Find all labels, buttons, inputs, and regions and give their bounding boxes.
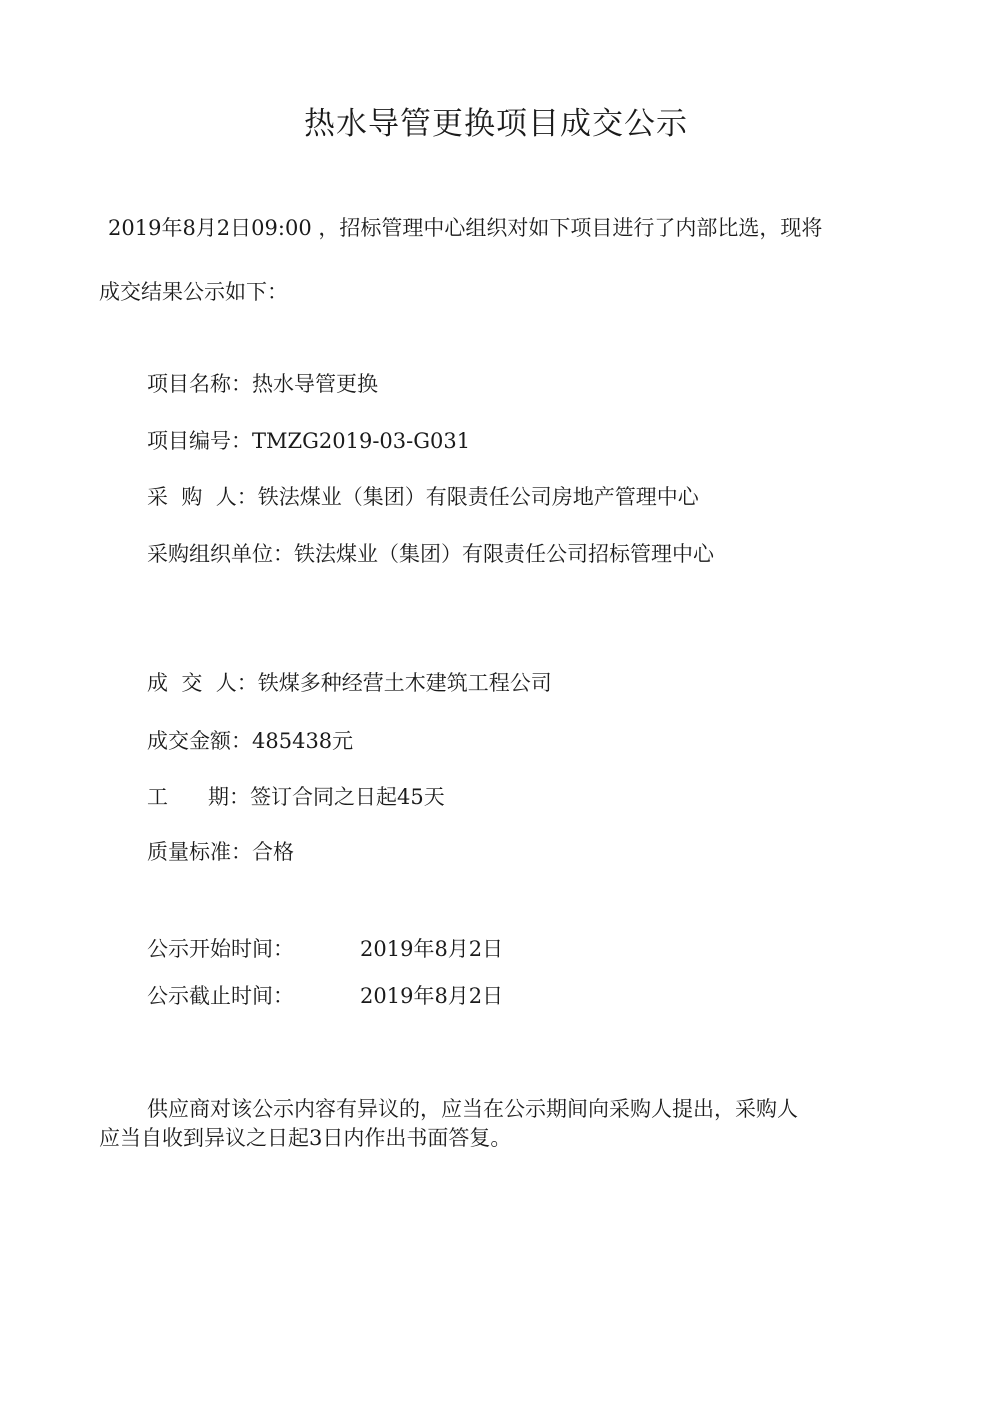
publicity-start-value: 2019年8月2日 [360,937,504,961]
buyer-label: 采 购 人： [147,485,258,509]
page-title: 热水导管更换项目成交公示 [304,106,688,142]
publicity-end-value: 2019年8月2日 [360,984,504,1008]
buyer-value: 铁法煤业（集团）有限责任公司房地产管理中心 [257,485,699,509]
quality-label: 质量标准： [147,840,252,864]
organizer-row [147,540,714,568]
intro-line-1: 2019年8月2日09:00 ，招标管理中心组织对如下项目进行了内部比选，现将 [108,216,823,240]
quality-row [147,838,294,866]
notice-line-2: 应当自收到异议之日起3日内作出书面答复。 [99,1126,512,1150]
period-row [147,783,445,811]
amount-label: 成交金额： [147,729,252,753]
organizer-value: 铁法煤业（集团）有限责任公司招标管理中心 [294,542,714,566]
project-code-value: TMZG2019-03-G031 [252,429,471,453]
project-code-row [147,427,470,455]
project-name-row [147,370,378,398]
period-value: 签订合同之日起45天 [250,785,445,809]
buyer-row [147,483,699,511]
amount-row [147,727,353,755]
quality-value: 合格 [252,840,294,864]
winner-value: 铁煤多种经营土木建筑工程公司 [257,671,552,695]
notice-line-1: 供应商对该公示内容有异议的，应当在公示期间向采购人提出，采购人 [147,1097,798,1121]
project-name-label: 项目名称： [147,372,252,396]
amount-value: 485438元 [252,729,354,753]
winner-row [147,669,552,697]
publicity-start-label: 公示开始时间： [147,937,294,961]
publicity-end-label: 公示截止时间： [147,984,294,1008]
organizer-label: 采购组织单位： [147,542,294,566]
project-name-value: 热水导管更换 [252,372,378,396]
project-code-label: 项目编号： [147,429,252,453]
intro-line-2: 成交结果公示如下： [99,280,288,304]
period-label: 工 期： [147,785,251,809]
winner-label: 成 交 人： [147,671,258,695]
